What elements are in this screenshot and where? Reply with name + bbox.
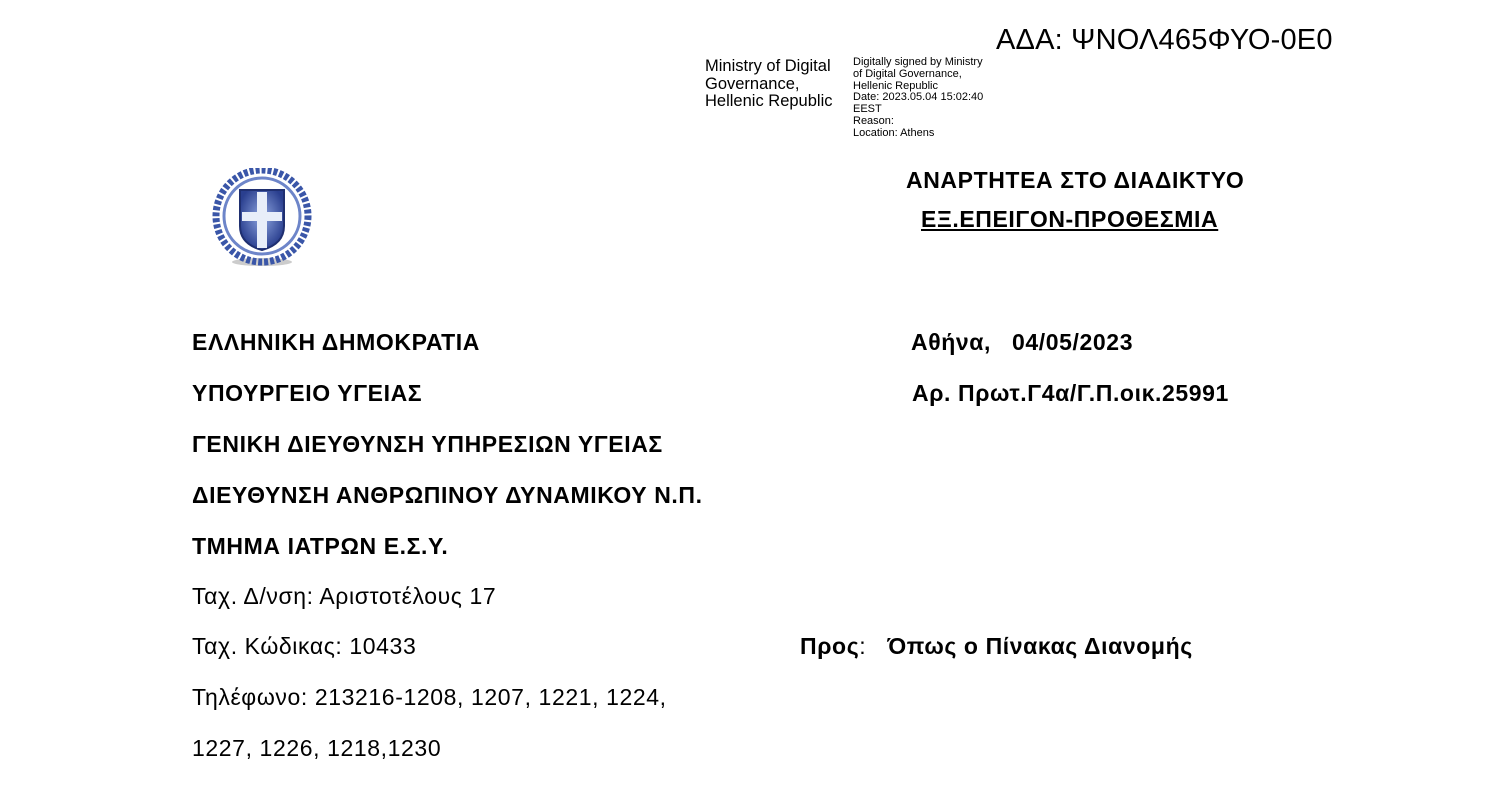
protocol-number: Αρ. Πρωτ.Γ4α/Γ.Π.οικ.25991 <box>912 380 1229 406</box>
sender-line: ΤΜΗΜΑ ΙΑΤΡΩΝ Ε.Σ.Υ. <box>192 533 449 559</box>
recipient-text: : Όπως ο Πίνακας Διανομής <box>859 633 1193 659</box>
signature-detail-line: of Digital Governance, <box>853 67 962 80</box>
sender-line: ΔΙΕΥΘΥΝΣΗ ΑΝΘΡΩΠΙΝΟΥ ΔΥΝΑΜΙΚΟΥ Ν.Π. <box>192 482 703 508</box>
signature-details <box>853 57 983 140</box>
signature-detail-line: Date: 2023.05.04 15:02:40 <box>853 91 984 104</box>
postcode-line: Ταχ. Κώδικας: 10433 <box>192 633 417 659</box>
recipient-value <box>859 633 1193 659</box>
place-date: Αθήνα, 04/05/2023 <box>911 329 1134 355</box>
phone-line-continued: 1227, 1226, 1218,1230 <box>192 735 442 761</box>
signer-line: Governance, <box>705 74 800 93</box>
ada-code: ΑΔΑ: ΨΝΟΛ465ΦΥΟ-0Ε0 <box>996 24 1333 56</box>
posting-notice: ΑΝΑΡΤΗΤΕΑ ΣΤΟ ΔΙΑΔΙΚΤΥΟ <box>906 167 1245 193</box>
phone-line: Τηλέφωνο: 213216-1208, 1207, 1221, 1224, <box>192 684 667 710</box>
sender-line: ΕΛΛΗΝΙΚΗ ΔΗΜΟΚΡΑΤΙΑ <box>192 329 480 355</box>
coat-of-arms-icon <box>212 168 312 268</box>
sender-line: ΥΠΟΥΡΓΕΙΟ ΥΓΕΙΑΣ <box>192 380 423 406</box>
sender-line: ΓΕΝΙΚΗ ΔΙΕΥΘΥΝΣΗ ΥΠΗΡΕΣΙΩΝ ΥΓΕΙΑΣ <box>192 431 663 457</box>
signature-detail-line: Reason: <box>853 114 894 127</box>
signature-detail-line: Digitally signed by Ministry <box>853 56 983 68</box>
signature-signer <box>705 58 832 111</box>
signature-detail-line: Location: Athens <box>853 126 935 139</box>
address-line: Ταχ. Δ/νση: Αριστοτέλους 17 <box>192 583 497 609</box>
recipient-label: Προς <box>800 633 860 659</box>
recipient-line <box>800 633 1193 660</box>
signer-line: Ministry of Digital <box>705 57 831 75</box>
signer-line: Hellenic Republic <box>705 92 833 110</box>
signature-detail-line: Hellenic Republic <box>853 79 938 92</box>
urgency-label: ΕΞ.ΕΠΕΙΓΟΝ-ΠΡΟΘΕΣΜΙΑ <box>921 206 1219 232</box>
signature-detail-line: EEST <box>853 103 882 116</box>
